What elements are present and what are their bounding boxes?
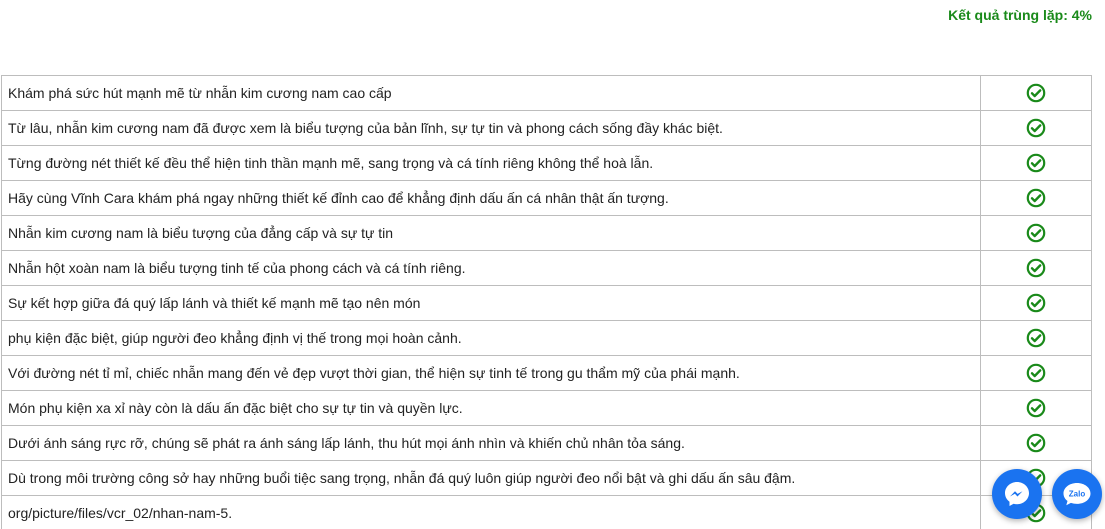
table-row — [2, 426, 1092, 461]
status-cell — [981, 356, 1092, 391]
table-row — [2, 251, 1092, 286]
table-row — [2, 391, 1092, 426]
check-circle-icon — [981, 433, 1091, 453]
status-cell — [981, 181, 1092, 216]
status-cell — [981, 251, 1092, 286]
duplicate-result-label: Kết quả trùng lặp: 4% — [948, 7, 1092, 23]
check-circle-icon — [981, 83, 1091, 103]
status-cell — [981, 76, 1092, 111]
status-cell — [981, 111, 1092, 146]
sentence-cell: phụ kiện đặc biệt, giúp người đeo khẳng định vị thế trong mọi hoàn cảnh. — [2, 321, 981, 356]
check-circle-icon — [981, 118, 1091, 138]
check-circle-icon — [981, 293, 1091, 313]
sentence-cell: Sự kết hợp giữa đá quý lấp lánh và thiết kế mạnh mẽ tạo nên món — [2, 286, 981, 321]
sentence-cell: Dù trong môi trường công sở hay những buổi tiệc sang trọng, nhẫn đá quý luôn giúp người đeo nổi bật và ghi dấu ấn sâu đậm. — [2, 461, 981, 496]
table-row — [2, 461, 1092, 496]
zalo-button[interactable] — [1052, 469, 1102, 519]
check-circle-icon — [981, 398, 1091, 418]
status-cell — [981, 426, 1092, 461]
sentence-cell: Nhẫn kim cương nam là biểu tượng của đẳng cấp và sự tự tin — [2, 216, 981, 251]
messenger-icon — [1002, 479, 1032, 509]
sentence-cell: Nhẫn hột xoàn nam là biểu tượng tinh tế của phong cách và cá tính riêng. — [2, 251, 981, 286]
sentence-check-table — [1, 75, 1092, 529]
sentence-cell: org/picture/files/vcr_02/nhan-nam-5. — [2, 496, 981, 529]
table-row — [2, 216, 1092, 251]
check-circle-icon — [981, 188, 1091, 208]
table-body — [2, 76, 1092, 529]
check-circle-icon — [981, 153, 1091, 173]
check-circle-icon — [981, 363, 1091, 383]
table-row — [2, 76, 1092, 111]
status-cell — [981, 391, 1092, 426]
status-cell — [981, 216, 1092, 251]
check-circle-icon — [981, 328, 1091, 348]
table-row — [2, 111, 1092, 146]
status-cell — [981, 146, 1092, 181]
sentence-cell: Từng đường nét thiết kế đều thể hiện tinh thần mạnh mẽ, sang trọng và cá tính riêng không thể hoà lẫn. — [2, 146, 981, 181]
sentence-cell: Từ lâu, nhẫn kim cương nam đã được xem là biểu tượng của bản lĩnh, sự tự tin và phong cách sống đầy khác biệt. — [2, 111, 981, 146]
table-row — [2, 321, 1092, 356]
status-cell — [981, 286, 1092, 321]
sentence-cell: Dưới ánh sáng rực rỡ, chúng sẽ phát ra ánh sáng lấp lánh, thu hút mọi ánh nhìn và khiến chủ nhân tỏa sáng. — [2, 426, 981, 461]
table-row — [2, 146, 1092, 181]
sentence-cell: Món phụ kiện xa xỉ này còn là dấu ấn đặc biệt cho sự tự tin và quyền lực. — [2, 391, 981, 426]
messenger-button[interactable] — [992, 469, 1042, 519]
sentence-cell: Với đường nét tỉ mỉ, chiếc nhẫn mang đến vẻ đẹp vượt thời gian, thể hiện sự tinh tế trong gu thẩm mỹ của phái mạnh. — [2, 356, 981, 391]
table-row — [2, 286, 1092, 321]
table-row — [2, 356, 1092, 391]
status-cell — [981, 321, 1092, 356]
sentence-cell: Khám phá sức hút mạnh mẽ từ nhẫn kim cương nam cao cấp — [2, 76, 981, 111]
zalo-icon — [1060, 479, 1094, 509]
zalo-label: Zalo — [1068, 489, 1086, 499]
sentence-cell: Hãy cùng Vĩnh Cara khám phá ngay những thiết kế đỉnh cao để khẳng định dấu ấn cá nhân thật ấn tượng. — [2, 181, 981, 216]
table-row — [2, 496, 1092, 529]
table-row — [2, 181, 1092, 216]
check-circle-icon — [981, 258, 1091, 278]
check-circle-icon — [981, 223, 1091, 243]
